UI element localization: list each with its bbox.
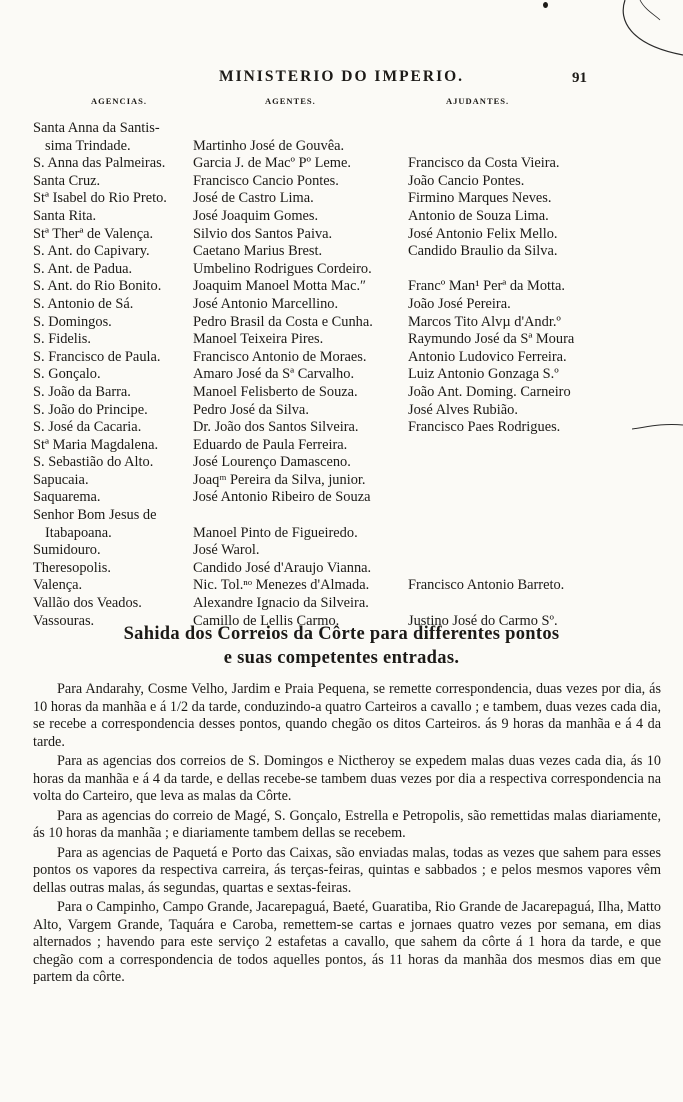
paragraph: Para o Campinho, Campo Grande, Jacarepaguá, Baeté, Guaratiba, Rio Grande de Jacarepaguá, Ilha, Matto Alto, Vargem Grande, Taquára e Caroba, remettem-se cartas e jornaes quatro vezes por semana, em dias alternados ; havendo para este serviço 2 estafetas a cavallo, que sahem da côrte á 1 hora da tarde, e que chegão com a correspondencia de todos aquelles pontos, ás 11 horas da manhãa dos mesmos dias em que partem da côrte.: [33, 899, 661, 985]
agente-cell: Camillo de Lellis Carmo.: [193, 612, 340, 629]
table-row: [0, 226, 683, 244]
section-subheading: e suas competentes entradas.: [223, 648, 460, 668]
table-row: [0, 331, 683, 349]
agencia-cell: Vassouras.: [33, 612, 95, 629]
agencia-cell: Stª Therª de Valença.: [33, 225, 154, 242]
agencia-cell: Senhor Bom Jesus de: [33, 507, 157, 524]
agencia-cell: Santa Cruz.: [33, 172, 101, 189]
ajudante-cell: Francisco Antonio Barreto.: [408, 577, 565, 594]
agente-cell: Alexandre Ignacio da Silveira.: [193, 595, 369, 612]
agente-cell: Pedro José da Silva.: [193, 401, 309, 418]
agencia-cell: Theresopolis.: [33, 559, 111, 576]
section-heading: Sahida dos Correios da Côrte para differentes pontos: [123, 624, 560, 644]
ajudante-cell: Antonio de Souza Lima.: [408, 207, 549, 224]
column-header-ajudantes: AJUDANTES.: [446, 96, 510, 106]
paragraph: Para as agencias de Paquetá e Porto das Caixas, são enviadas malas, todas as vezes que sahem para esses pontos os vapores da respectiva carreira, ás terças-feiras, quintas e sabbados ; e pelos mesmos vapores vêm dellas outras malas, ás segundas, quartas e sextas-feiras.: [33, 844, 661, 896]
agencia-cell: Santa Rita.: [33, 207, 97, 224]
ajudante-cell: Raymundo José da Sª Moura: [408, 331, 575, 348]
agente-cell: Manoel Teixeira Pires.: [193, 331, 324, 348]
agente-cell: Umbelino Rodrigues Cordeiro.: [193, 260, 372, 277]
agente-cell: Amaro José da Sª Carvalho.: [193, 366, 355, 383]
ajudante-cell: Marcos Tito Alvµ d'Andr.º: [408, 313, 561, 330]
table-row: [0, 243, 683, 261]
agencia-cell: S. Anna das Palmeiras.: [33, 155, 166, 172]
table-row: [0, 577, 683, 595]
table-row: [0, 419, 683, 437]
agencia-cell: S. Ant. do Rio Bonito.: [33, 278, 162, 295]
table-row: [0, 261, 683, 279]
column-header-agentes: AGENTES.: [265, 96, 316, 106]
section-body: [33, 681, 661, 989]
agencia-cell: S. Gonçalo.: [33, 366, 101, 383]
table-row: [0, 507, 683, 525]
agente-cell: Garcia J. de Macº Pº Leme.: [193, 155, 351, 172]
agente-cell: Silvio dos Santos Paiva.: [193, 225, 333, 242]
table-row: [0, 120, 683, 138]
agente-cell: Manoel Pinto de Figueiredo.: [193, 524, 358, 541]
agencia-cell: Saquarema.: [33, 489, 101, 506]
agente-cell: José Warol.: [193, 542, 260, 559]
agencia-cell: Santa Anna da Santis-: [33, 120, 160, 136]
table-row: [0, 208, 683, 226]
agente-cell: Martinho José de Gouvêa.: [193, 137, 345, 154]
table-row: [0, 525, 683, 543]
agente-cell: Nic. Tol.ⁿᵒ Menezes d'Almada.: [193, 577, 370, 594]
ajudante-cell: Luiz Antonio Gonzaga S.º: [408, 366, 559, 383]
page-header-title: MINISTERIO DO IMPERIO.: [218, 68, 465, 85]
agencia-cell: S. Sebastião do Alto.: [33, 454, 154, 471]
agente-cell: Pedro Brasil da Costa e Cunha.: [193, 313, 373, 330]
table-row: [0, 595, 683, 613]
agente-cell: Dr. João dos Santos Silveira.: [193, 419, 359, 436]
agente-cell: José Antonio Ribeiro de Souza: [193, 489, 371, 506]
agencia-cell: S. João da Barra.: [33, 383, 131, 400]
agente-cell: José Joaquim Gomes.: [193, 207, 319, 224]
agente-cell: Joaquim Manoel Motta Mac.ʺ: [193, 278, 366, 295]
table-row: [0, 138, 683, 156]
agente-cell: Candido José d'Araujo Vianna.: [193, 559, 372, 576]
agente-cell: José Antonio Marcellino.: [193, 295, 339, 312]
table-row: [0, 489, 683, 507]
ajudante-cell: Francisco Paes Rodrigues.: [408, 419, 561, 436]
ajudante-cell: João José Pereira.: [408, 295, 511, 312]
table-row: [0, 314, 683, 332]
agencia-cell: S. Ant. do Capivary.: [33, 243, 150, 260]
ajudante-cell: Justino José do Carmo Sº.: [408, 612, 558, 629]
agencia-cell: sima Trindade.: [45, 137, 131, 154]
table-row: [0, 437, 683, 455]
paragraph: Para as agencias dos correios de S. Domingos e Nictheroy se expedem malas duas vezes cada dia, ás 10 horas da manhãa e á 4 da tarde, e dellas recebe-se tambem duas vezes por dia a respectiva correspondencia na volta do Carteiro, que leva as malas da Côrte.: [33, 753, 661, 804]
table-row: [0, 542, 683, 560]
table-row: [0, 173, 683, 191]
column-header-agencias: AGENCIAS.: [91, 96, 147, 106]
agencia-cell: Itabapoana.: [45, 524, 112, 541]
agencia-cell: Valença.: [33, 577, 83, 594]
agencia-cell: Sumidouro.: [33, 542, 101, 559]
table-row: [0, 384, 683, 402]
agencia-cell: S. João do Principe.: [33, 401, 148, 418]
table-row: [0, 366, 683, 384]
ajudante-cell: Candido Braulio da Silva.: [408, 243, 558, 260]
agencia-cell: S. Ant. de Padua.: [33, 260, 133, 277]
table-row: [0, 349, 683, 367]
table-row: [0, 454, 683, 472]
ajudante-cell: Firmino Marques Neves.: [408, 190, 552, 207]
agente-cell: Francisco Antonio de Moraes.: [193, 348, 367, 365]
scan-dot-mark: [543, 2, 548, 8]
agente-cell: Eduardo de Paula Ferreira.: [193, 436, 348, 453]
agente-cell: Joaqᵐ Pereira da Silva, junior.: [193, 471, 366, 488]
ajudante-cell: Antonio Ludovico Ferreira.: [408, 348, 567, 365]
table-row: [0, 472, 683, 490]
page-number: 91: [572, 70, 587, 86]
agencia-cell: S. Antonio de Sá.: [33, 295, 134, 312]
agencia-cell: Sapucaia.: [33, 471, 89, 488]
table-row: [0, 296, 683, 314]
agente-cell: Francisco Cancio Pontes.: [193, 172, 339, 189]
table-row: [0, 155, 683, 173]
agencia-cell: Stª Maria Magdalena.: [33, 436, 159, 453]
scan-edge-mark: [590, 0, 683, 75]
table-row: [0, 560, 683, 578]
ajudante-cell: Francº Man¹ Perª da Motta.: [408, 278, 566, 295]
ajudante-cell: Francisco da Costa Vieira.: [408, 155, 560, 172]
agente-cell: Manoel Felisberto de Souza.: [193, 383, 358, 400]
paragraph: Para as agencias do correio de Magé, S. Gonçalo, Estrella e Petropolis, são remettidas malas diariamente, ás 10 horas da manhãa ; e diariamente tambem dellas se recebem.: [33, 807, 661, 841]
agente-cell: José Lourenço Damasceno.: [193, 454, 351, 471]
agente-cell: José de Castro Lima.: [193, 190, 314, 207]
agencia-cell: S. José da Cacaria.: [33, 419, 142, 436]
agente-cell: Caetano Marius Brest.: [193, 243, 323, 260]
ajudante-cell: José Alves Rubião.: [408, 401, 518, 418]
agencia-cell: Stª Isabel do Rio Preto.: [33, 190, 167, 207]
ajudante-cell: José Antonio Felix Mello.: [408, 225, 558, 242]
table-row: [0, 190, 683, 208]
agencies-table: [0, 120, 683, 630]
agencia-cell: S. Fidelis.: [33, 331, 91, 348]
table-row: [0, 278, 683, 296]
ajudante-cell: João Cancio Pontes.: [408, 172, 525, 189]
paragraph: Para Andarahy, Cosme Velho, Jardim e Praia Pequena, se remette correspondencia, duas vezes por dia, ás 10 horas da manhãa e á 1/2 da tarde, conduzindo-a quatro Carteiros a cavallo ; e tambem, duas vezes cada dia, se recebe a correspondencia desses pontos, quando chegão os ditos Carteiros. ás 9 horas da manhãa e á 4 da tarde.: [33, 681, 661, 750]
agencia-cell: Vallão dos Veados.: [33, 595, 142, 612]
agencia-cell: S. Domingos.: [33, 313, 112, 330]
ajudante-cell: João Ant. Doming. Carneiro: [408, 383, 571, 400]
table-row: [0, 402, 683, 420]
agencia-cell: S. Francisco de Paula.: [33, 348, 161, 365]
